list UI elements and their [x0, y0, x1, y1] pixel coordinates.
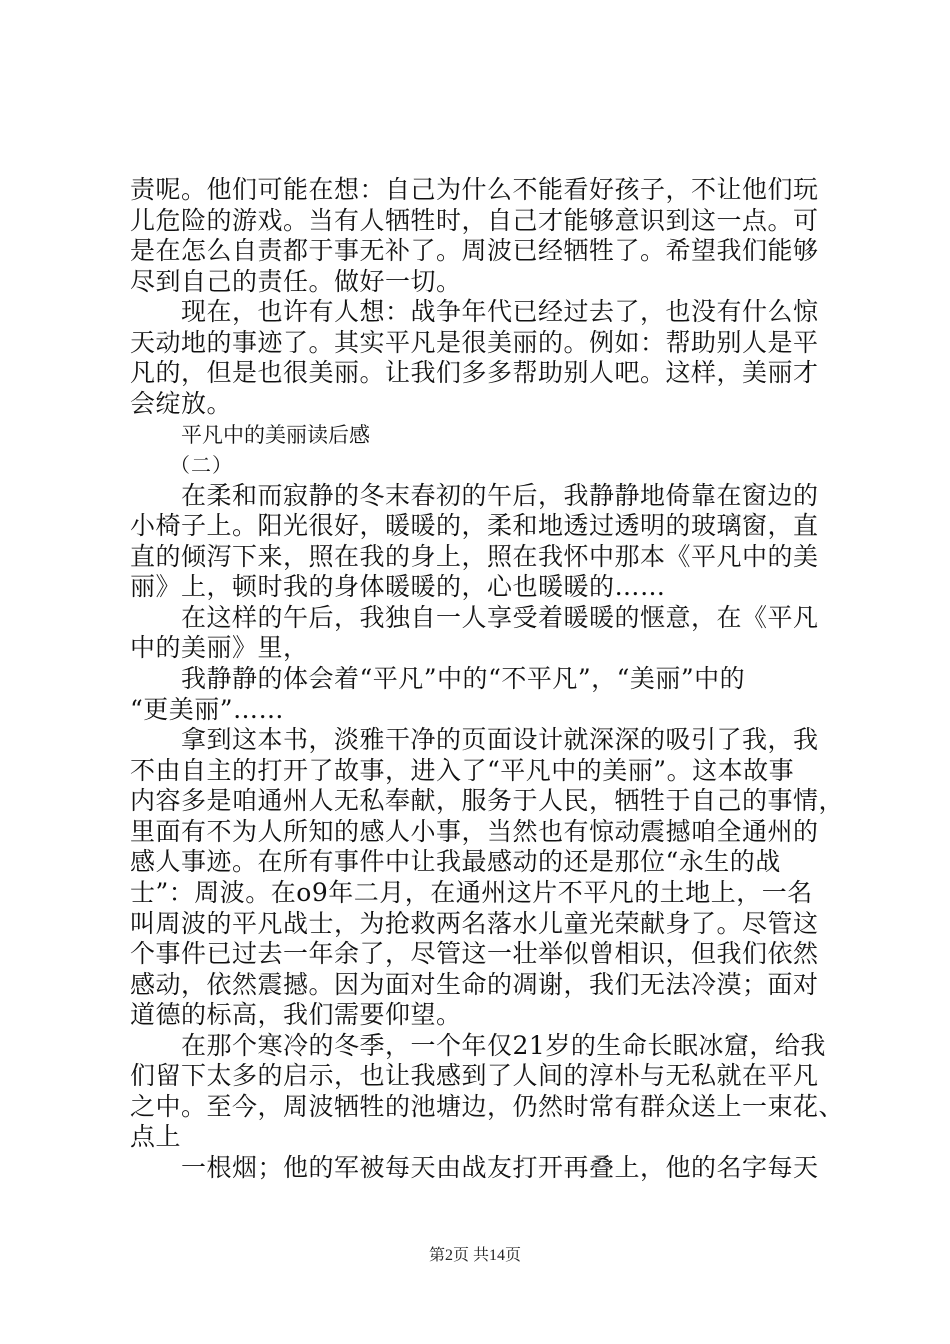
section-subheading: （二） — [170, 453, 233, 477]
text-line: 现在，也许有人想：战争年代已经过去了，也没有什么惊 — [181, 297, 819, 326]
text-line: 丽》上，顿时我的身体暖暖的，心也暖暖的…… — [130, 572, 666, 601]
text-line: 天动地的事迹了。其实平凡是很美丽的。例如：帮助别人是平 — [130, 328, 819, 357]
text-line: 个事件已过去一年余了，尽管这一壮举似曾相识，但我们依然 — [130, 939, 819, 968]
text-line: 我静静的体会着“平凡”中的“不平凡”，“美丽”中的 — [181, 664, 746, 693]
text-line: 凡的，但是也很美丽。让我们多多帮助别人吧。这样，美丽才 — [130, 358, 819, 387]
text-line: 是在怎么自责都于事无补了。周波已经牺牲了。希望我们能够 — [130, 236, 819, 265]
text-line: 责呢。他们可能在想：自己为什么不能看好孩子，不让他们玩 — [130, 175, 819, 204]
text-line: 里面有不为人所知的感人小事，当然也有惊动震撼咱全通州的 — [130, 817, 819, 846]
text-line: 内容多是咱通州人无私奉献，服务于人民，牺牲于自己的事情， — [130, 786, 845, 815]
text-line: 尽到自己的责任。做好一切。 — [130, 267, 462, 296]
text-line: 点上 — [130, 1122, 182, 1151]
text-line: 之中。至今，周波牺牲的池塘边，仍然时常有群众送上一束花、 — [130, 1092, 845, 1121]
text-line: 不由自主的打开了故事，进入了“平凡中的美丽”。这本故事 — [130, 756, 795, 785]
text-line: 会绽放。 — [130, 389, 233, 418]
text-line: “更美丽”…… — [130, 695, 285, 724]
text-line: 道德的标高，我们需要仰望。 — [130, 1000, 462, 1029]
text-line: 叫周波的平凡战士，为抢救两名落水儿童光荣献身了。尽管这 — [130, 909, 819, 938]
text-line: 中的美丽》里， — [130, 633, 309, 662]
text-line: 小椅子上。阳光很好，暖暖的，柔和地透过透明的玻璃窗，直 — [130, 511, 819, 540]
text-line: 一根烟；他的军被每天由战友打开再叠上，他的名字每天 — [181, 1153, 819, 1182]
text-line: 们留下太多的启示，也让我感到了人间的淳朴与无私就在平凡 — [130, 1061, 819, 1090]
text-line: 在那个寒冷的冬季，一个年仅21岁的生命长眠冰窟，给我 — [181, 1031, 826, 1060]
text-line: 在柔和而寂静的冬末春初的午后，我静静地倚靠在窗边的 — [181, 481, 819, 510]
text-line: 在这样的午后，我独自一人享受着暖暖的惬意，在《平凡 — [181, 603, 819, 632]
text-line: 儿危险的游戏。当有人牺牲时，自己才能够意识到这一点。可 — [130, 206, 819, 235]
text-line: 感动，依然震撼。因为面对生命的凋谢，我们无法冷漠；面对 — [130, 970, 819, 999]
text-line: 士”：周波。在o9年二月，在通州这片不平凡的土地上，一名 — [130, 878, 813, 907]
text-line: 感人事迹。在所有事件中让我最感动的还是那位“永生的战 — [130, 847, 781, 876]
page-footer: 第2页 共14页 — [428, 1247, 521, 1264]
section-heading: 平凡中的美丽读后感 — [181, 423, 370, 447]
text-line: 拿到这本书，淡雅干净的页面设计就深深的吸引了我，我 — [181, 725, 819, 754]
text-line: 直的倾泻下来，照在我的身上，照在我怀中那本《平凡中的美 — [130, 542, 819, 571]
